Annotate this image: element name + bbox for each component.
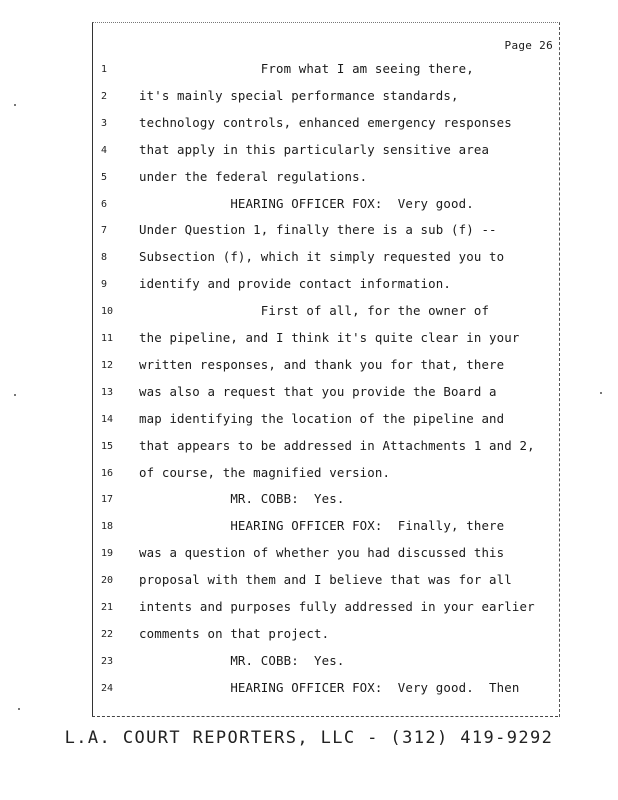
line-text: the pipeline, and I think it's quite clear in your: [139, 330, 520, 345]
line-number: 3: [101, 117, 108, 129]
transcript-line: [93, 88, 559, 115]
transcript-line: [93, 222, 559, 249]
line-text: map identifying the location of the pipeline and: [139, 410, 505, 426]
line-text: was also a request that you provide the Board a: [139, 383, 497, 399]
transcript-page: [92, 22, 560, 717]
transcript-line: [93, 249, 559, 276]
line-text: From what I am seeing there,: [139, 61, 474, 76]
transcript-line: [93, 545, 559, 572]
line-text: intents and purposes fully addressed in your earlier: [139, 599, 535, 614]
line-text: written responses, and thank you for that, there: [139, 356, 505, 372]
scan-speck: [600, 392, 602, 394]
scan-speck: [18, 708, 20, 710]
line-text: Under Question 1, finally there is a sub (f) --: [139, 222, 497, 238]
transcript-line: [93, 115, 559, 142]
line-number: 6: [101, 198, 108, 210]
line-number: 17: [101, 494, 114, 506]
line-text: MR. COBB: Yes.: [139, 491, 345, 507]
line-text: identify and provide contact information.: [139, 276, 452, 292]
line-number: 8: [101, 252, 108, 264]
transcript-line: [93, 196, 559, 223]
line-text: of course, the magnified version.: [139, 464, 391, 480]
line-text: under the federal regulations.: [139, 168, 368, 184]
line-number: 11: [101, 333, 114, 344]
line-text: it's mainly special performance standards,: [139, 87, 459, 103]
scan-speck: [14, 104, 16, 106]
page-number: Page 26: [504, 39, 553, 52]
line-text: HEARING OFFICER FOX: Very good. Then: [139, 679, 520, 695]
line-number: 5: [101, 171, 108, 183]
line-number: 21: [101, 602, 114, 613]
transcript-line: [93, 626, 559, 653]
transcript-line: [93, 680, 559, 707]
transcript-line: [93, 518, 559, 545]
line-text: HEARING OFFICER FOX: Very good.: [139, 195, 474, 211]
transcript-line: [93, 438, 559, 465]
transcript-line: [93, 491, 559, 518]
transcript-line: [93, 330, 559, 357]
reporter-footer: L.A. COURT REPORTERS, LLC - (312) 419-9292: [64, 728, 554, 748]
line-number: 15: [101, 440, 114, 452]
line-text: that appears to be addressed in Attachments 1 and 2,: [139, 437, 535, 453]
transcript-line: [93, 465, 559, 492]
transcript-line: [93, 303, 559, 330]
transcript-line: [93, 572, 559, 599]
line-number: 10: [101, 306, 114, 318]
transcript-line: [93, 599, 559, 626]
line-text: First of all, for the owner of: [139, 303, 490, 319]
line-number: 1: [101, 64, 108, 75]
scan-speck: [14, 394, 16, 396]
line-number: 2: [101, 90, 108, 102]
transcript-line: [93, 653, 559, 680]
transcript-line: [93, 169, 559, 196]
line-text: comments on that project.: [139, 625, 330, 641]
line-number: 16: [101, 467, 114, 479]
line-number: 9: [101, 279, 108, 291]
line-number: 20: [101, 575, 114, 587]
line-number: 12: [101, 359, 114, 371]
line-number: 13: [101, 386, 114, 398]
line-number: 4: [101, 144, 108, 156]
transcript-line: [93, 357, 559, 384]
transcript-line: [93, 61, 559, 88]
line-text: Subsection (f), which it simply requested you to: [139, 249, 505, 265]
line-number: 18: [101, 521, 114, 533]
line-number: 24: [101, 682, 114, 694]
line-number: 22: [101, 628, 114, 640]
line-text: MR. COBB: Yes.: [139, 652, 345, 668]
line-number: 23: [101, 655, 114, 667]
line-text: that apply in this particularly sensitive area: [139, 141, 490, 157]
line-text: HEARING OFFICER FOX: Finally, there: [139, 518, 505, 534]
line-number: 7: [101, 225, 108, 237]
line-text: was a question of whether you had discussed this: [139, 545, 505, 561]
bottom-rule: [92, 716, 558, 717]
line-number: 19: [101, 548, 114, 560]
transcript-line: [93, 276, 559, 303]
transcript-line: [93, 384, 559, 411]
line-text: technology controls, enhanced emergency responses: [139, 114, 512, 130]
line-text: proposal with them and I believe that was for all: [139, 572, 512, 588]
line-number: 14: [101, 413, 114, 425]
transcript-line: [93, 411, 559, 438]
transcript-line: [93, 142, 559, 169]
